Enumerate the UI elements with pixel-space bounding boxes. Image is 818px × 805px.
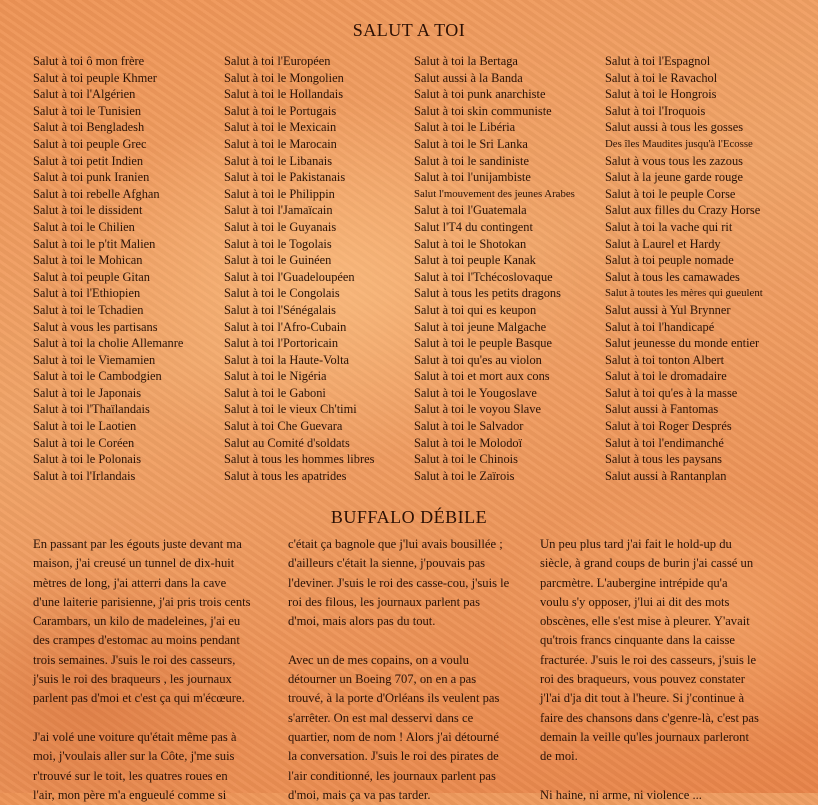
- prose-column-1: [33, 535, 251, 805]
- prose-line: maison, j'ai creusé un tunnel de dix-huit: [33, 556, 235, 571]
- lyric-line: Salut à toi le Guyanais: [224, 219, 337, 234]
- prose-line: j'suis le roi des braqueurs , les journaux: [33, 672, 232, 687]
- lyric-line: Salut à toi l'Portoricain: [224, 336, 339, 351]
- prose-line: la conversation. J'suis le roi des pirates de: [288, 749, 499, 764]
- prose-line: qu'trois francs cinquante dans la caisse: [540, 633, 735, 648]
- lyric-line: Salut à toi skin communiste: [414, 103, 552, 118]
- lyric-line: Salut à toi la Haute-Volta: [224, 352, 350, 367]
- prose-line: parcmètre. L'aubergine intrépide qu'a: [540, 575, 728, 590]
- prose-line: [288, 631, 509, 650]
- lyric-line: Salut à toi la vache qui rit: [605, 219, 733, 234]
- prose-line: Carambars, un kilo de madeleines, j'ai eu: [33, 614, 241, 629]
- prose-line: d'ailleurs c'était la sienne, j'pouvais pas: [288, 556, 486, 571]
- lyric-line: Salut à toi le Marocain: [224, 136, 337, 151]
- lyric-line: Salut à toi le Libanais: [224, 153, 333, 168]
- lyric-line: Salut à toi le Nigéria: [224, 369, 327, 384]
- lyrics-column-1: [33, 53, 183, 484]
- prose-line: j'l'ai d'ja dit tout à l'heure. Si j'continue à: [540, 691, 745, 706]
- lyric-line: Salut à toi peuple Gitan: [33, 269, 150, 284]
- lyric-line: Salut à toi l'Afro-Cubain: [224, 319, 347, 334]
- lyric-line: Salut à toi qu'es à la masse: [605, 385, 738, 400]
- lyric-line: Salut à toi le Tunisien: [33, 103, 142, 118]
- lyric-line: Salut aussi à la Banda: [414, 70, 523, 85]
- lyric-line: Salut à toi le Tchadien: [33, 302, 144, 317]
- lyric-line: Salut à toi l'Européen: [224, 54, 331, 68]
- prose-line: de moi.: [540, 749, 578, 764]
- lyric-line: Salut à vous les partisans: [33, 319, 158, 334]
- lyric-line: Salut à toi jeune Malgache: [414, 319, 547, 334]
- prose-line: J'ai volé une voiture qu'était même pas à: [33, 729, 237, 744]
- lyric-line: Salut à toi le Sri Lanka: [414, 136, 528, 151]
- lyric-line: Salut à toi l'handicapé: [605, 319, 715, 334]
- lyric-line: Salut à toi punk Iranien: [33, 170, 150, 185]
- prose-line: Un peu plus tard j'ai fait le hold-up du: [540, 537, 732, 551]
- lyric-line: Salut à toi l'Sénégalais: [224, 302, 337, 317]
- lyric-line: Salut à toi la cholie Allemanre: [33, 336, 184, 351]
- lyric-line: Salut à toi rebelle Afghan: [33, 186, 160, 201]
- prose-line: l'deviner. J'suis le roi des casse-cou, j'suis le: [288, 575, 510, 590]
- lyric-line: Salut à toi le Chinois: [414, 452, 518, 467]
- lyric-line: Salut à toi le dissident: [33, 203, 143, 218]
- lyric-line: Salut à toi le p'tit Malien: [33, 236, 156, 251]
- lyric-line: Salut à toi l'Irlandais: [33, 468, 136, 483]
- lyric-line: Salut à la jeune garde rouge: [605, 170, 743, 185]
- lyric-line: Salut à toi peuple nomade: [605, 253, 734, 268]
- lyric-line: Salut à toi le Yougoslave: [414, 385, 537, 400]
- lyric-line: Salut à toi le Viemamien: [33, 352, 156, 367]
- lyric-line: Salut à toi le Polonais: [33, 452, 142, 467]
- prose-line: fracturée. J'suis le roi des casseurs, j'suis le: [540, 652, 757, 667]
- prose-line: l'air conditionné, les journaux parlent pas: [288, 768, 496, 783]
- lyric-line: Salut à toi le Hongrois: [605, 87, 717, 102]
- lyric-line: Salut à toi le Japonais: [33, 385, 142, 400]
- lyric-line: Salut à toi le Salvador: [414, 419, 524, 434]
- lyric-line: Salut à toi le Shotokan: [414, 236, 527, 251]
- lyric-line: Salut à toi l'Jamaïcain: [224, 203, 333, 218]
- lyric-line: Salut à tous les paysans: [605, 452, 723, 467]
- lyric-line: Salut à toi l'Guadeloupéen: [224, 269, 355, 284]
- lyric-line: Salut à toi l'Guatemala: [414, 203, 527, 218]
- prose-column-2: [288, 535, 509, 805]
- prose-line: c'était ça bagnole que j'lui avais bousillée ;: [288, 537, 503, 551]
- lyric-line: Salut jeunesse du monde entier: [605, 336, 760, 351]
- prose-line: En passant par les égouts juste devant ma: [33, 537, 242, 551]
- prose-line: Avec un de mes copains, on a voulu: [288, 652, 469, 667]
- lyric-line: Salut à toi le voyou Slave: [414, 402, 541, 417]
- lyric-line: Salut à toi Che Guevara: [224, 419, 343, 434]
- lyric-line: Salut à toi le Togolais: [224, 236, 332, 251]
- lyric-line: Salut à tous les camawades: [605, 269, 740, 284]
- song-title-buffalo-debile: BUFFALO DÉBILE: [330, 507, 488, 527]
- lyric-line: Salut à toi le Guinéen: [224, 253, 332, 268]
- lyrics-column-3: [414, 53, 575, 484]
- lyric-line: Salut à toi le peuple Corse: [605, 186, 736, 201]
- lyric-line: Salut l'T4 du contingent: [414, 219, 533, 234]
- prose-line: quartier, nom de nom ! Alors j'ai détourné: [288, 729, 499, 744]
- lyric-line: Salut à toi le Cambodgien: [33, 369, 162, 384]
- lyrics-column-2: [224, 53, 374, 484]
- lyric-line: Salut à toi le Mexicain: [224, 120, 337, 135]
- lyric-line: Salut à toi la Bertaga: [414, 54, 518, 68]
- prose-line: détourner un Boeing 707, on en a pas: [288, 672, 477, 687]
- lyric-line: Salut à toi tonton Albert: [605, 352, 725, 367]
- lyric-line: Salut à toi le Libéria: [414, 120, 516, 135]
- prose-line: roi des braqueurs, vous pouvez constater: [540, 672, 745, 687]
- prose-line: d'moi, mais alors pas du tout.: [288, 614, 436, 629]
- prose-line: des crampes d'estomac au moins pendant: [33, 633, 240, 648]
- lyric-line: Salut à toi l'Thaïlandais: [33, 402, 150, 417]
- lyric-line: Salut à Laurel et Hardy: [605, 236, 721, 251]
- prose-line: trois semaines. J'suis le roi des casseurs,: [33, 652, 236, 667]
- lyric-line: Salut à toi peuple Khmer: [33, 70, 157, 85]
- lyric-line: Salut à toi le Pakistanais: [224, 170, 346, 185]
- song-title-salut-a-toi: SALUT A TOI: [352, 20, 466, 40]
- lyric-line: Salut à toi l'Tchécoslovaque: [414, 269, 553, 284]
- lyric-line: Salut aussi à Yul Brynner: [605, 302, 731, 317]
- prose-line: [33, 709, 251, 728]
- lyric-line: Salut à toi le Ravachol: [605, 70, 718, 85]
- lyric-line: Salut à toi ô mon frère: [33, 54, 145, 68]
- lyric-line: Salut à toi le Hollandais: [224, 87, 344, 102]
- prose-line: trouvé, à la porte d'Orléans ils veulent pas: [288, 691, 500, 706]
- lyric-line: Salut à toi l'Algérien: [33, 87, 136, 102]
- prose-line: [540, 767, 759, 786]
- prose-line: moi, j'voulais aller sur la Côte, j'me suis: [33, 749, 235, 764]
- lyric-line: Salut à toi punk anarchiste: [414, 87, 546, 102]
- lyric-line: Salut à vous tous les zazous: [605, 153, 743, 168]
- lyric-line: Salut à tous les hommes libres: [224, 452, 375, 467]
- lyric-line: Salut à toi le Congolais: [224, 286, 340, 301]
- lyric-line: Salut à toi le Chilien: [33, 219, 135, 234]
- lyric-line: Salut à toi le dromadaire: [605, 369, 727, 384]
- lyric-line: Salut à toi le vieux Ch'timi: [224, 402, 357, 417]
- lyric-line: Salut aussi à Fantomas: [605, 402, 719, 417]
- lyric-line: Salut à toi petit Indien: [33, 153, 144, 168]
- lyric-line: Salut l'mouvement des jeunes Arabes: [414, 187, 575, 200]
- lyric-line: Salut à toi le Zaïrois: [414, 468, 515, 483]
- lyric-line: Salut à toi le Molodoï: [414, 435, 523, 450]
- prose-column-3: [540, 535, 759, 805]
- prose-line: Ni haine, ni arme, ni violence ...: [540, 787, 702, 802]
- lyric-line: Salut à toi l'Espagnol: [605, 54, 711, 68]
- lyric-line: Salut à toi le Coréen: [33, 435, 135, 450]
- lyric-line: Salut à toi le Portugais: [224, 103, 337, 118]
- lyric-line: Salut à toi et mort aux cons: [414, 369, 550, 384]
- prose-line: d'une laiterie parisienne, j'ai pris trois cents: [33, 594, 251, 609]
- lyrics-column-4: [605, 53, 763, 484]
- lyric-line: Salut à toi qui es keupon: [414, 302, 537, 317]
- lyric-line: Salut à toi le Laotien: [33, 419, 137, 434]
- lyric-line: Salut à toi le Mohican: [33, 253, 143, 268]
- lyric-line: Salut à toi le Gaboni: [224, 385, 326, 400]
- lyric-line: Salut aussi à tous les gosses: [605, 120, 744, 135]
- lyric-line: Salut aux filles du Crazy Horse: [605, 203, 761, 218]
- lyric-line: Salut à toi l'Iroquois: [605, 103, 706, 118]
- lyric-line: Salut à tous les petits dragons: [414, 286, 561, 301]
- prose-line: mètres de long, j'ai atterri dans la cave: [33, 575, 227, 590]
- lyric-line: Des îles Maudites jusqu'à l'Ecosse: [605, 137, 753, 150]
- prose-line: roi des filous, les journaux parlent pas: [288, 594, 481, 609]
- lyric-line: Salut aussi à Rantanplan: [605, 468, 727, 483]
- lyric-line: Salut au Comité d'soldats: [224, 435, 350, 450]
- prose-line: l'air, mon père m'a engueulé comme si: [33, 787, 227, 802]
- prose-line: demain la veille qu'les journaux parleront: [540, 729, 749, 744]
- lyric-line: Salut à toi Bengladesh: [33, 120, 145, 135]
- lyric-line: Salut à toi l'Ethiopien: [33, 286, 141, 301]
- prose-line: d'moi, mais ça va pas tarder.: [288, 787, 431, 802]
- prose-line: s'arrêter. On est mal desservi dans ce: [288, 710, 474, 725]
- prose-line: parlent pas d'moi et c'est ça qui m'écœure.: [33, 691, 245, 706]
- lyric-line: Salut à toi peuple Grec: [33, 136, 147, 151]
- lyric-line: Salut à toi qu'es au violon: [414, 352, 542, 367]
- prose-line: siècle, à grand coups de burin j'ai cassé un: [540, 556, 754, 571]
- lyric-line: Salut à toi le sandiniste: [414, 153, 529, 168]
- lyric-line: Salut à tous les apatrides: [224, 468, 347, 483]
- lyric-line: Salut à toi l'endimanché: [605, 435, 724, 450]
- lyric-line: Salut à toi peuple Kanak: [414, 253, 536, 268]
- prose-line: faire des chansons dans c'genre-là, c'est pas: [540, 710, 759, 725]
- prose-line: voulu s'y opposer, j'lui ai dit des mots: [540, 594, 730, 609]
- lyric-line: Salut à toi le Philippin: [224, 186, 335, 201]
- prose-line: r'trouvé sur le toit, les quatres roues en: [33, 768, 228, 783]
- lyric-line: Salut à toi le Mongolien: [224, 70, 344, 85]
- lyric-line: Salut à toi le peuple Basque: [414, 336, 552, 351]
- prose-line: obscènes, elle s'est mise à pleurer. Y'avait: [540, 614, 750, 629]
- lyric-line: Salut à toi Roger Després: [605, 419, 732, 434]
- lyric-line: Salut à toi l'unijambiste: [414, 170, 531, 185]
- lyric-line: Salut à toutes les mères qui gueulent: [605, 287, 763, 300]
